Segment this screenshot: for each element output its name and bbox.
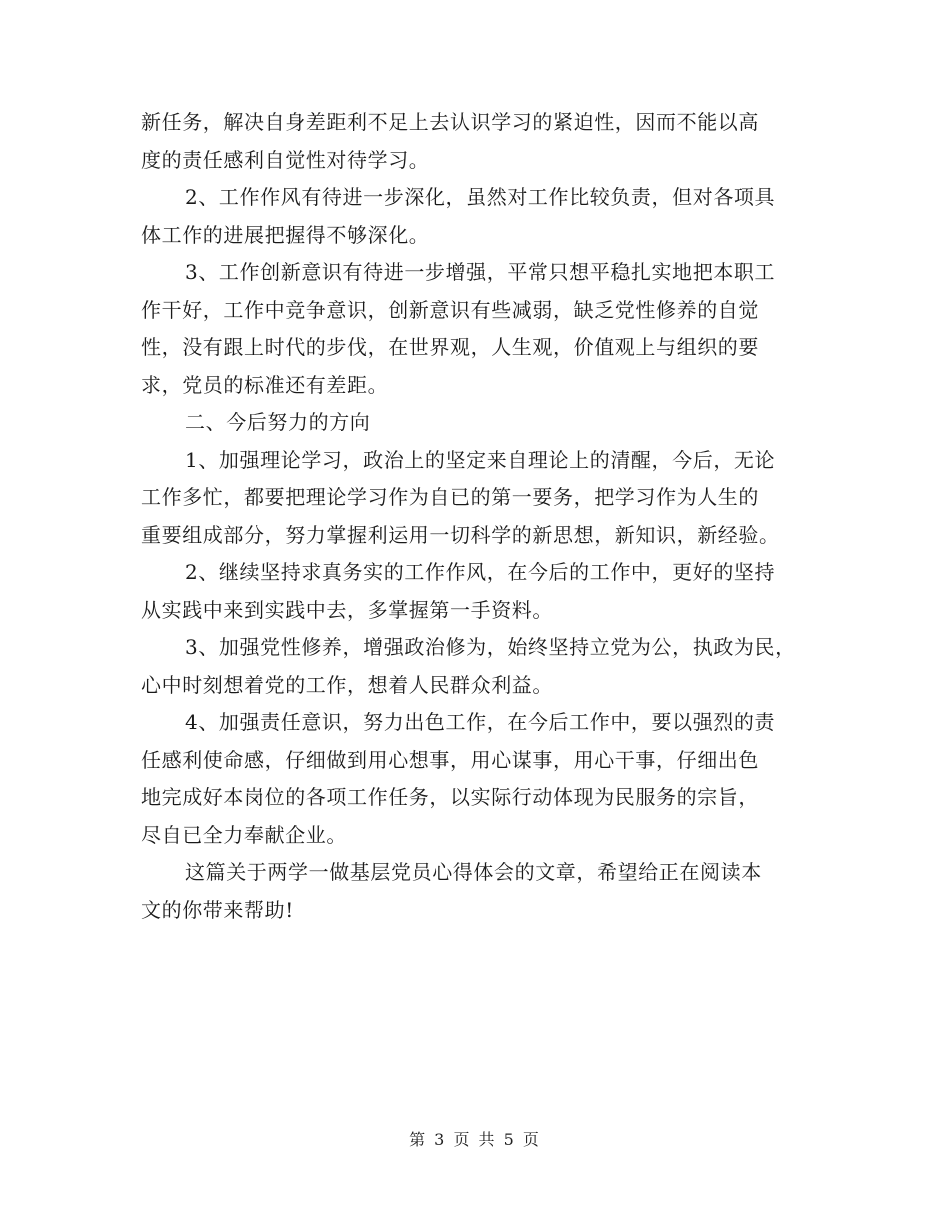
text-line: 4、加强责任意识，努力出色工作，在今后工作中，要以强烈的责	[185, 710, 776, 734]
text-line: 心中时刻想着党的工作，想着人民群众利益。	[141, 672, 553, 697]
text-line: 作干好，工作中竞争意识，创新意识有些减弱，缺乏党性修养的自觉	[141, 297, 759, 322]
text-line: 这篇关于两学一做基层党员心得体会的文章，希望给正在阅读本	[185, 860, 762, 884]
page-number-footer: 第 3 页 共 5 页	[409, 1130, 541, 1149]
text-line: 新任务，解决自身差距利不足上去认识学习的紧迫性，因而不能以高	[141, 110, 759, 134]
text-line: 工作多忙，都要把理论学习作为自已的第一要务，把学习作为人生的	[141, 485, 759, 509]
section-heading: 二、今后努力的方向	[185, 410, 371, 434]
text-line: 2、继续坚持求真务实的工作作风，在今后的工作中，更好的坚持	[185, 560, 776, 584]
text-line: 求，党员的标准还有差距。	[141, 372, 389, 397]
text-line: 尽自已全力奉献企业。	[141, 822, 347, 847]
text-line: 任感利使命感，仔细做到用心想事，用心谋事，用心干事，仔细出色	[141, 747, 759, 772]
text-line: 文的你带来帮助!	[141, 897, 294, 922]
text-line: 2、工作作风有待进一步深化，虽然对工作比较负责，但对各项具	[185, 185, 776, 209]
text-line: 性，没有跟上时代的步伐，在世界观，人生观，价值观上与组织的要	[141, 335, 759, 359]
text-line: 从实践中来到实践中去，多掌握第一手资料。	[141, 597, 553, 622]
text-line: 体工作的进展把握得不够深化。	[141, 222, 430, 247]
text-line: 1、加强理论学习，政治上的坚定来自理论上的清醒，今后，无论	[185, 447, 776, 472]
document-body	[141, 104, 821, 929]
text-line: 度的责任感利自觉性对待学习。	[141, 147, 430, 172]
text-line: 地完成好本岗位的各项工作任务，以实际行动体现为民服务的宗旨，	[141, 785, 759, 809]
text-line: 重要组成部分，努力掌握利运用一切科学的新思想，新知识，新经验。	[141, 522, 780, 547]
text-line: 3、工作创新意识有待进一步增强，平常只想平稳扎实地把本职工	[185, 260, 776, 284]
text-line: 3、加强党性修养，增强政治修为，始终坚持立党为公，执政为民，	[185, 635, 796, 659]
